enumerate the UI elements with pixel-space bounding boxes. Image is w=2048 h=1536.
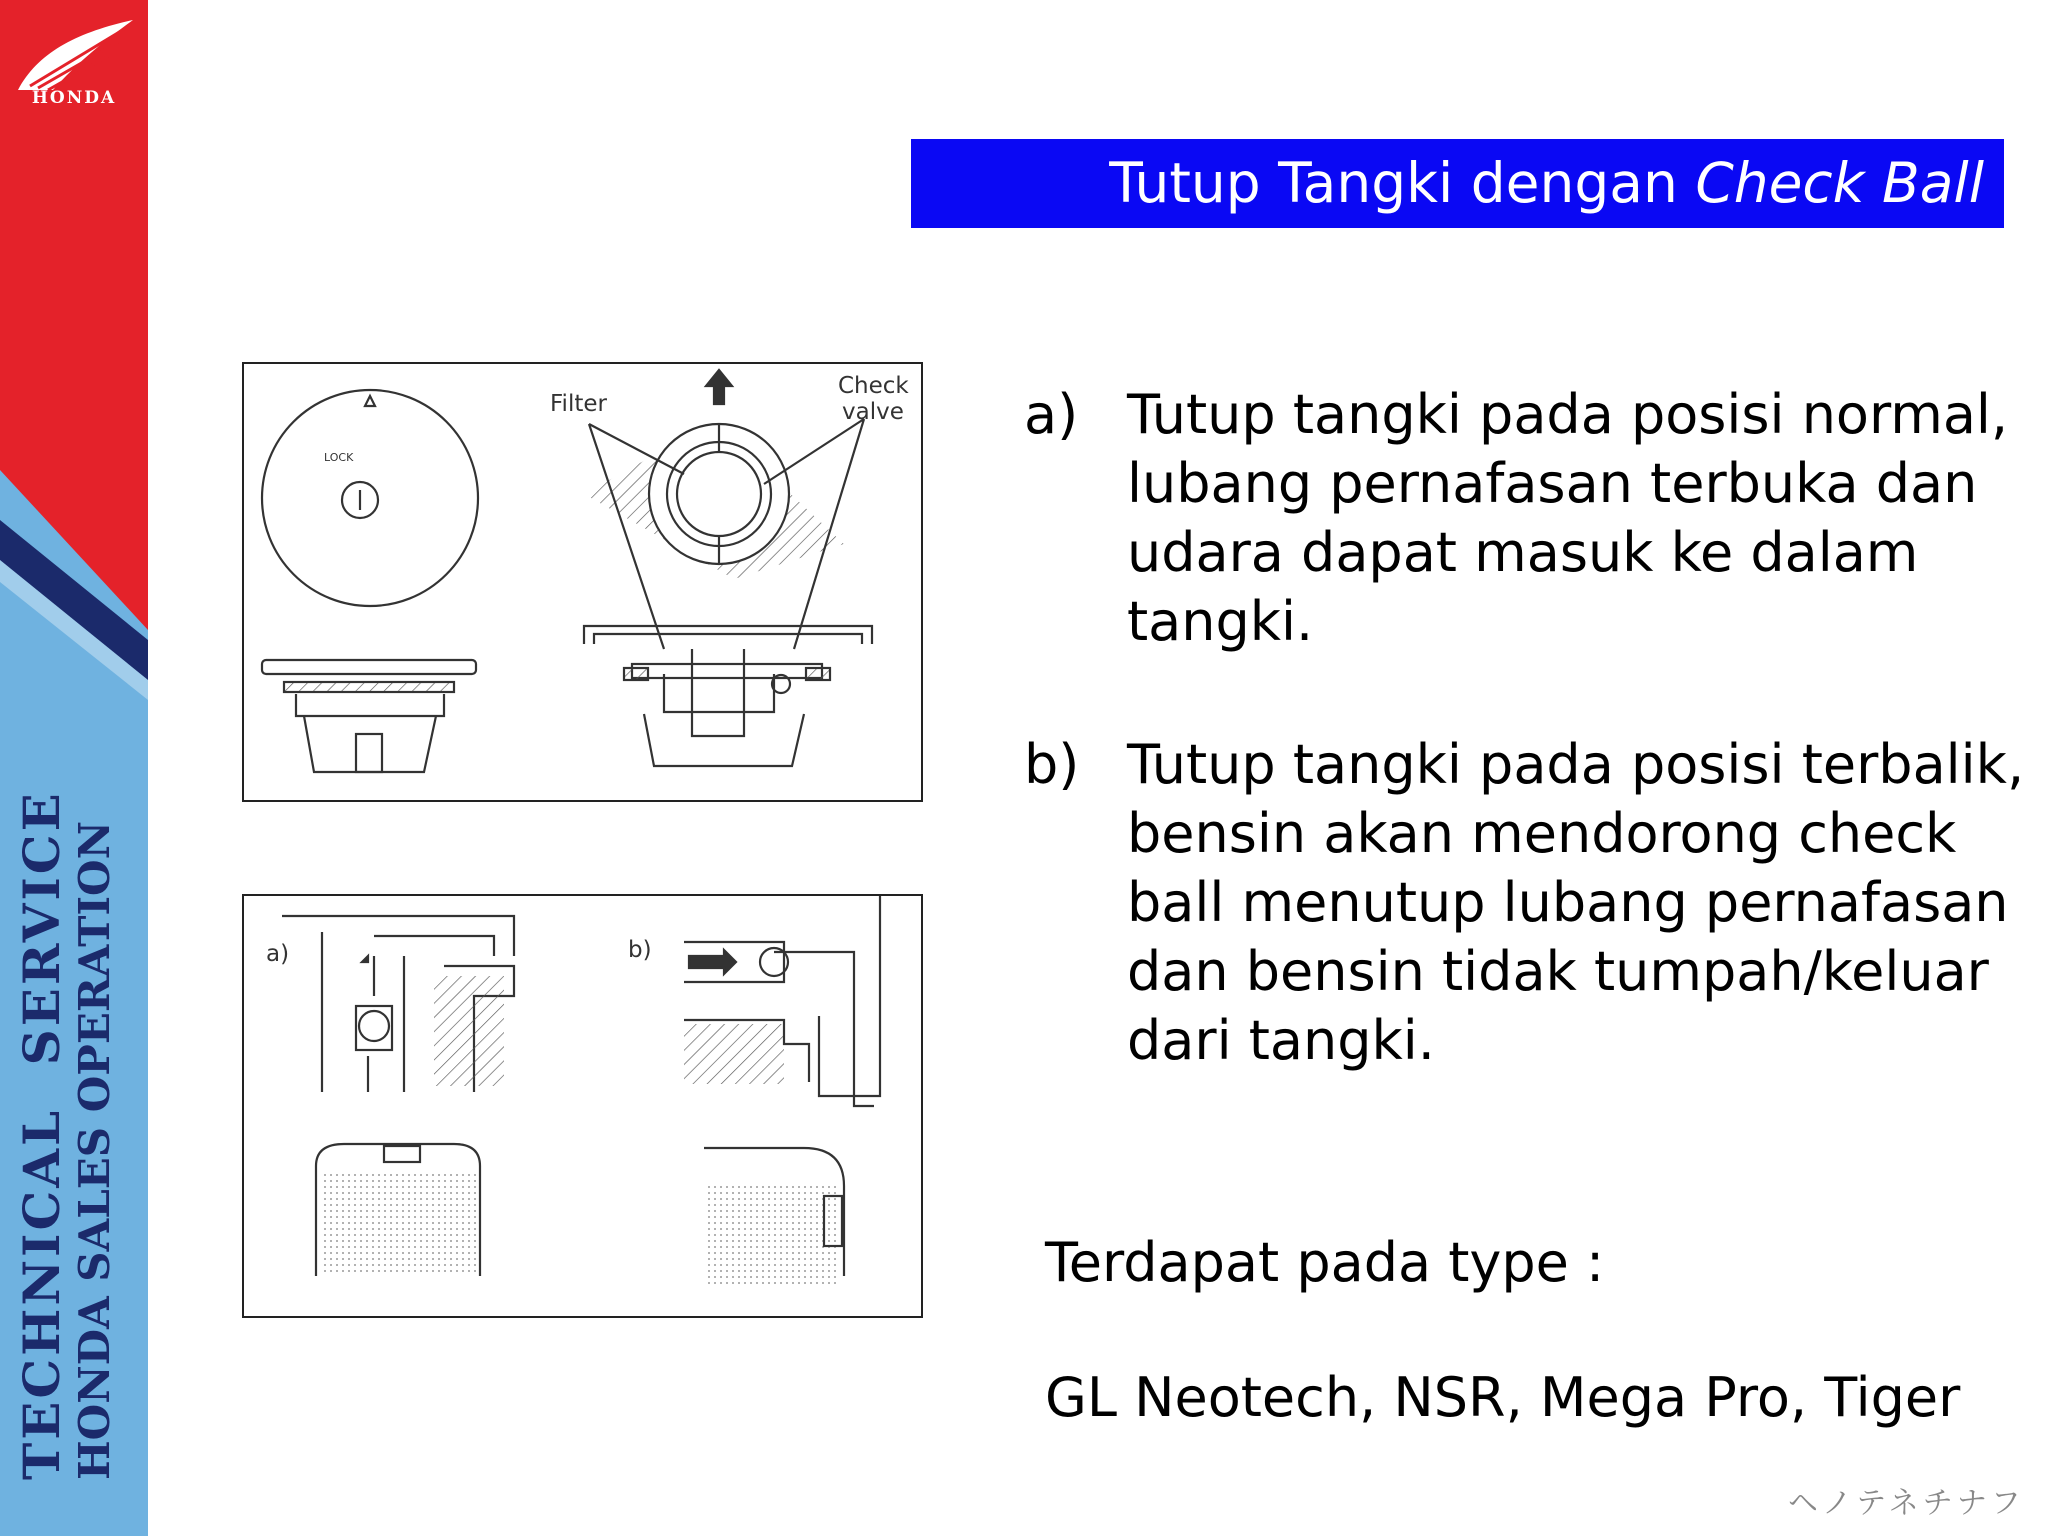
list-text-b: Tutup tangki pada posisi terbalik, bensin akan mendorong check ball menutup lubang pernafasan dan bensin tidak tumpah/keluar dari tangki. xyxy=(1127,733,2025,1072)
check-ball-diagram xyxy=(242,894,923,1318)
type-heading: Terdapat pada type : xyxy=(1045,1231,1605,1294)
check-label: Check xyxy=(838,373,909,399)
position-a-label: a) xyxy=(266,941,290,967)
valve-label: valve xyxy=(842,399,904,425)
honda-logo-text: HONDA xyxy=(31,88,117,108)
fuel-cap-drawing xyxy=(244,364,921,800)
watermark-text: ヘノテネチナフ xyxy=(1788,1486,2025,1521)
title-italic: Check Ball xyxy=(1695,151,1984,215)
fuel-cap-diagram xyxy=(242,362,923,802)
list-text-a: Tutup tangki pada posisi normal, lubang pernafasan terbuka dan udara dapat masuk ke dalam tangki. xyxy=(1127,383,2009,653)
sales-operation-text: HONDA SALES OPERATION xyxy=(70,821,119,1480)
list-marker-a: a) xyxy=(1024,383,1079,446)
list-marker-b: b) xyxy=(1024,733,1080,796)
lock-label: LOCK xyxy=(324,451,354,464)
vertical-brand-text xyxy=(12,790,121,1480)
position-b-label: b) xyxy=(628,937,652,963)
type-list: GL Neotech, NSR, Mega Pro, Tiger xyxy=(1045,1366,1961,1429)
check-ball-drawing xyxy=(244,896,921,1316)
slide-title xyxy=(911,139,2004,228)
technical-service-text: TECHNICAL SERVICE xyxy=(12,790,71,1480)
filter-label: Filter xyxy=(550,391,607,417)
title-prefix: Tutup Tangki dengan xyxy=(1109,151,1696,215)
brand-sidebar xyxy=(0,0,148,1536)
